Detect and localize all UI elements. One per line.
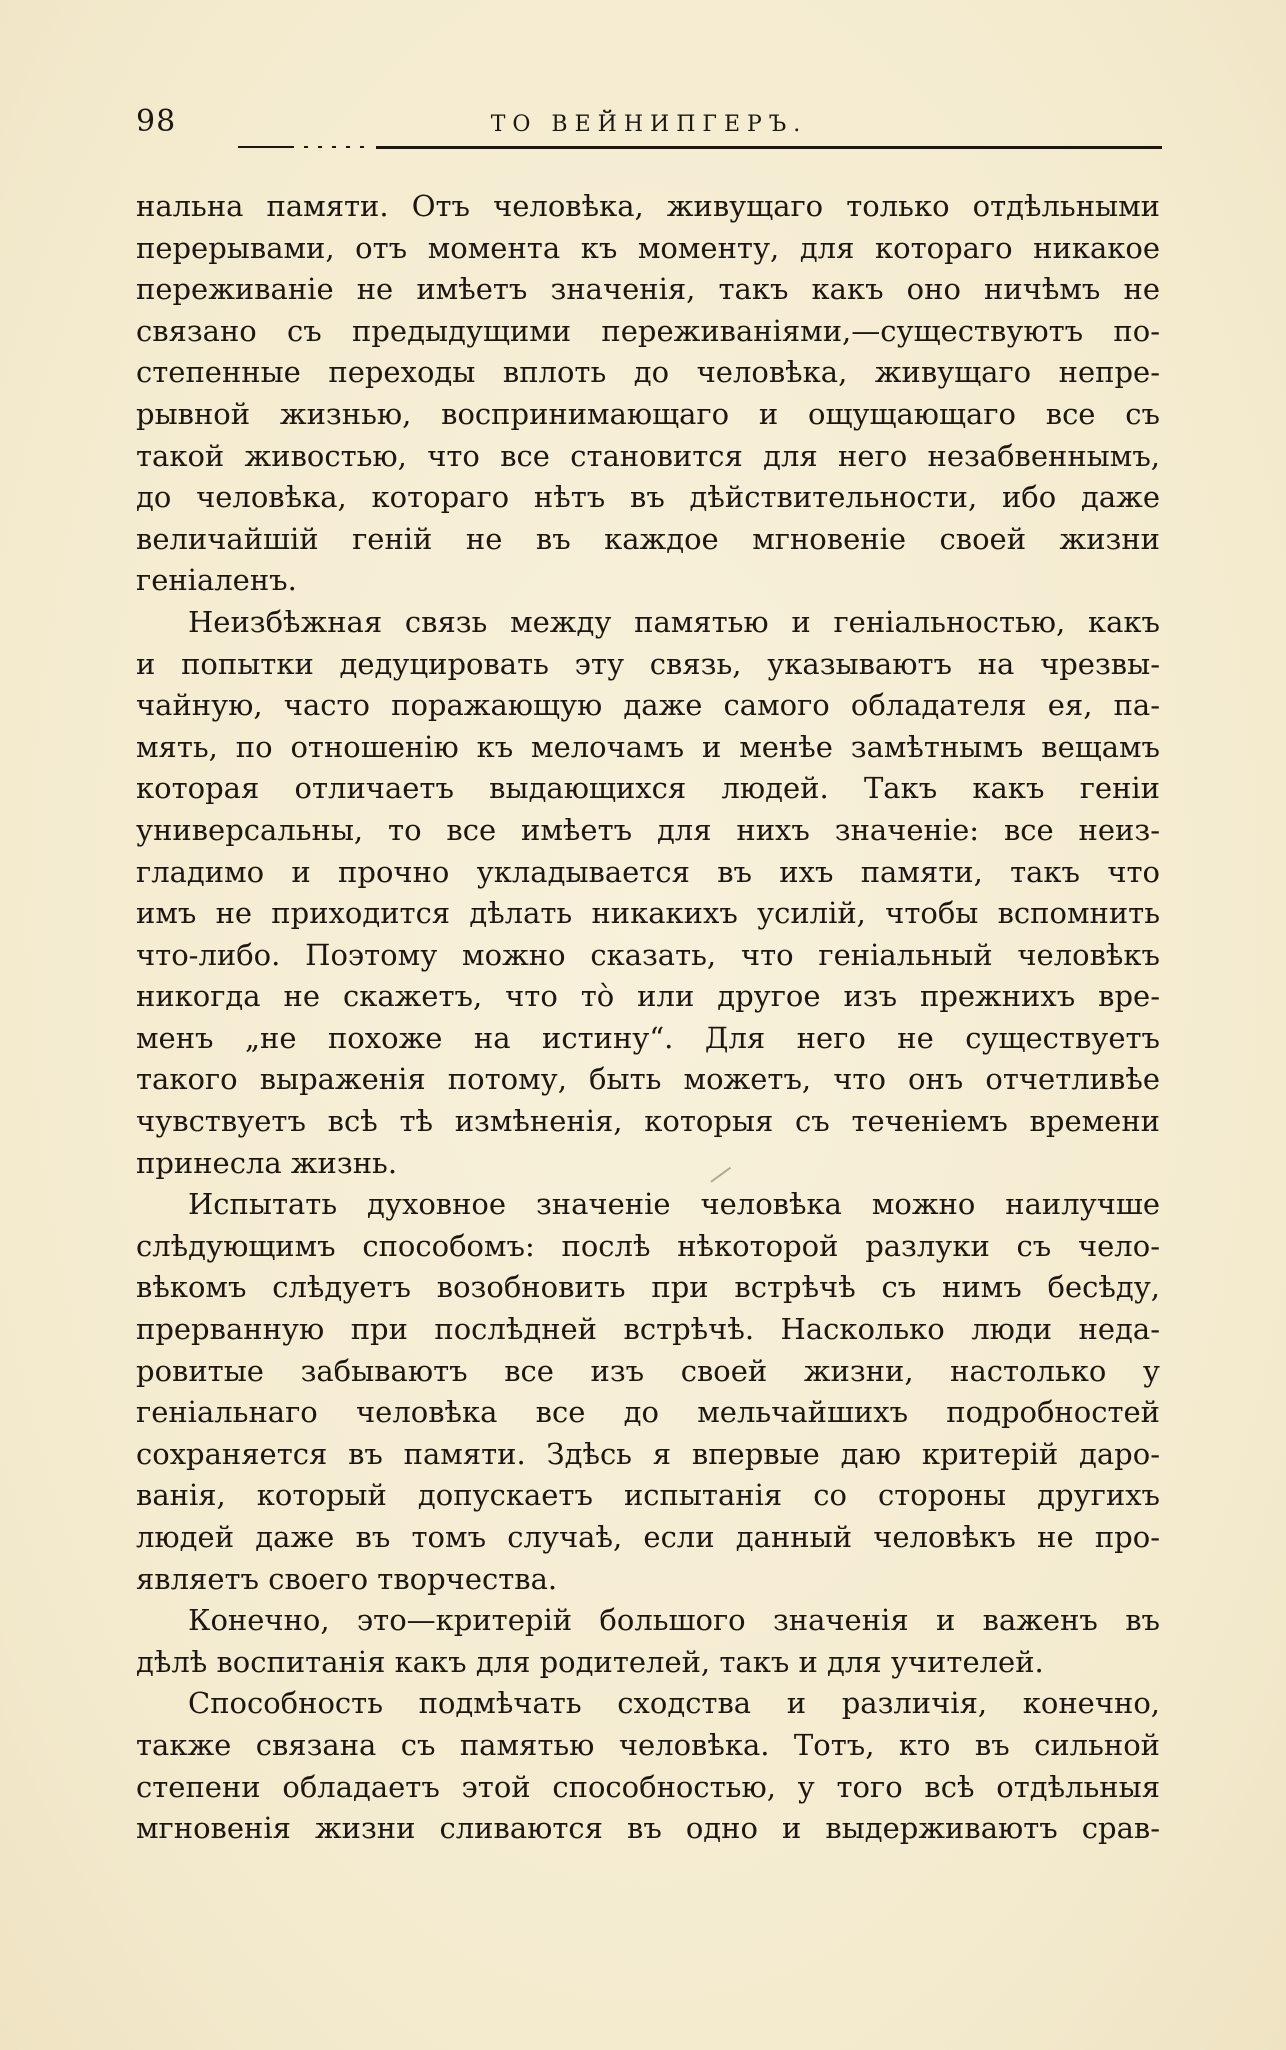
text-line: принесла жизнь. <box>136 1145 398 1180</box>
text-line: Конечно, это—критерій большого значенія и важенъ въ <box>188 1603 1160 1638</box>
text-line: связано съ предыдущими переживаніями,—существуютъ по- <box>136 313 1160 348</box>
text-line: геніальнаго человѣка все до мельчайшихъ подробностей <box>136 1395 1160 1430</box>
text-line: мгновенія жизни сливаются въ одно и выдерживаютъ срав- <box>136 1811 1160 1846</box>
text-line: перерывами, отъ момента къ моменту, для котораго никакое <box>136 230 1160 265</box>
text-line: переживаніе не имѣетъ значенія, такъ какъ оно ничѣмъ не <box>136 272 1160 307</box>
text-line: до человѣка, котораго нѣтъ въ дѣйствительности, ибо даже <box>136 480 1160 515</box>
text-line: нальна памяти. Отъ человѣка, живущаго только отдѣльными <box>136 189 1160 223</box>
text-line: и попытки дедуцировать эту связь, указываютъ на чрезвы- <box>136 646 1160 681</box>
text-line: такого выраженія потому, быть можетъ, что онъ отчетливѣе <box>136 1062 1160 1097</box>
text-line: ванія, который допускаетъ испытанія со стороны другихъ <box>136 1478 1160 1513</box>
text-line: дѣлѣ воспитанія какъ для родителей, такъ и для учителей. <box>136 1644 1044 1679</box>
text-line: Неизбѣжная связь между памятью и геніальностью, какъ <box>188 604 1160 639</box>
text-line: также связана съ памятью человѣка. Тотъ, кто въ сильной <box>136 1727 1160 1762</box>
text-line: геніаленъ. <box>136 563 297 598</box>
text-line: мять, по отношенію къ мелочамъ и менѣе замѣтнымъ вещамъ <box>136 729 1160 764</box>
text-line: ровитые забываютъ все изъ своей жизни, настолько у <box>136 1353 1160 1388</box>
text-line: такой живостью, что все становится для него незабвеннымъ, <box>136 438 1160 473</box>
text-line: которая отличаетъ выдающихся людей. Такъ какъ геніи <box>136 771 1160 806</box>
header-rule <box>376 146 1162 149</box>
header-rule-dots <box>304 146 366 148</box>
running-title: ТО ВЕЙНИПГЕРЪ. <box>490 112 808 137</box>
text-line: Испытать духовное значеніе человѣка можно наилучше <box>188 1187 1160 1222</box>
text-line: гладимо и прочно укладывается въ ихъ памяти, такъ что <box>136 854 1160 889</box>
text-line: чувствуетъ всѣ тѣ измѣненія, которыя съ теченіемъ времени <box>136 1104 1160 1139</box>
text-line: сохраняется въ памяти. Здѣсь я впервые даю критерій даро- <box>136 1436 1160 1471</box>
text-line: людей даже въ томъ случаѣ, если данный человѣкъ не про- <box>136 1520 1160 1554</box>
paragraph <box>136 1184 1160 1600</box>
body-text <box>136 186 1160 1850</box>
text-line: прерванную при послѣдней встрѣчѣ. Насколько люди неда- <box>136 1312 1160 1347</box>
text-line: величайшій геній не въ каждое мгновеніе своей жизни <box>136 521 1160 556</box>
text-line: степени обладаетъ этой способностью, у того всѣ отдѣльныя <box>136 1769 1160 1804</box>
paragraph <box>136 1683 1160 1849</box>
text-line: чайную, часто поражающую даже самого обладателя ея, па- <box>136 688 1160 723</box>
text-line: рывной жизнью, воспринимающаго и ощущающаго все съ <box>136 396 1160 431</box>
text-line: слѣдующимъ способомъ: послѣ нѣкоторой разлуки съ чело- <box>136 1228 1160 1263</box>
text-line: имъ не приходится дѣлать никакихъ усилій, чтобы вспомнить <box>136 896 1160 931</box>
paragraph <box>136 1600 1160 1683</box>
text-line: менъ „не похоже на истину“. Для него не существуетъ <box>136 1020 1160 1055</box>
page-number: 98 <box>136 104 177 139</box>
text-line: степенные переходы вплоть до человѣка, живущаго непре- <box>136 355 1160 390</box>
paragraph <box>136 602 1160 1184</box>
text-line: Способность подмѣчать сходства и различія, конечно, <box>188 1686 1160 1721</box>
text-line: вѣкомъ слѣдуетъ возобновить при встрѣчѣ съ нимъ бесѣду, <box>136 1270 1160 1305</box>
text-line: являетъ своего творчества. <box>136 1561 558 1596</box>
text-line: что-либо. Поэтому можно сказать, что геніальный человѣкъ <box>136 937 1160 972</box>
header-rule-fragment <box>238 146 294 148</box>
text-line: никогда не скажетъ, что то̀ или другое изъ прежнихъ вре- <box>136 979 1160 1014</box>
paragraph <box>136 186 1160 602</box>
page-header <box>136 104 1162 148</box>
text-line: универсальны, то все имѣетъ для нихъ значеніе: все неиз- <box>136 812 1160 847</box>
